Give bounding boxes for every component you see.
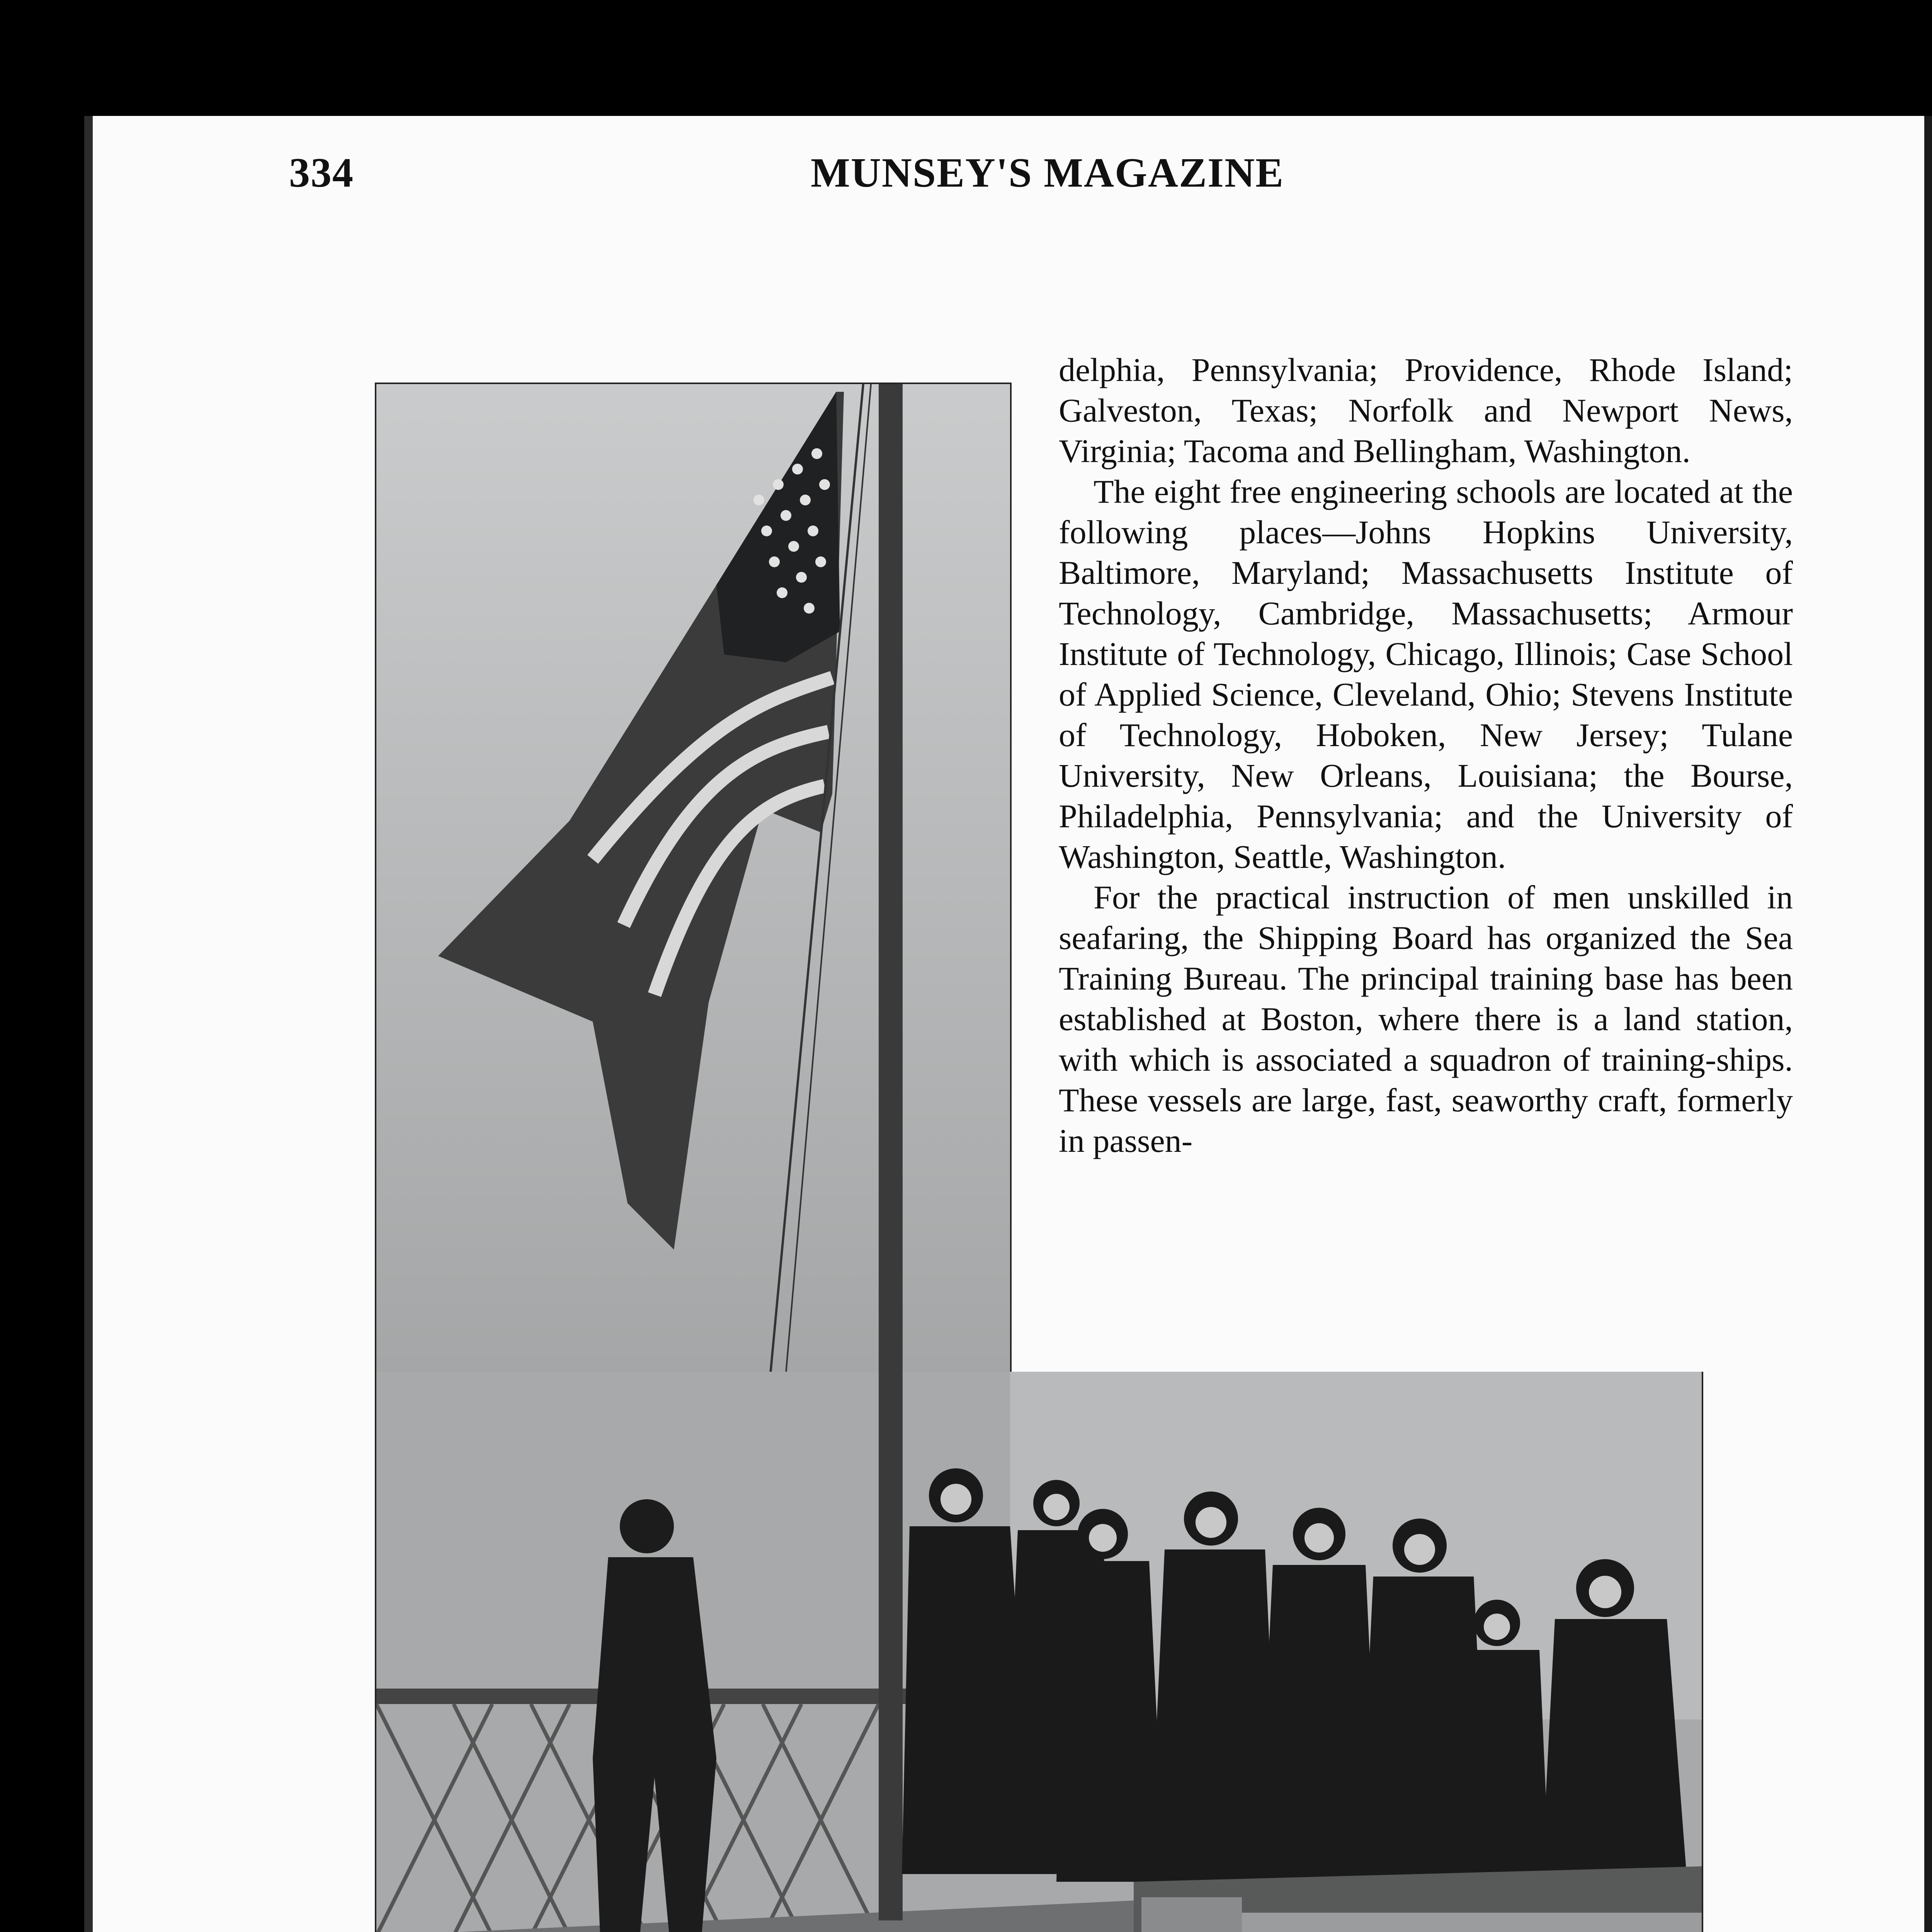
page-number: 334 [289, 150, 354, 196]
page-spine-shadow [84, 116, 93, 1932]
page-edge [1924, 116, 1932, 1932]
photo-lower-section [375, 1372, 1703, 1932]
magazine-title: MUNSEY'S MAGAZINE [811, 150, 1284, 196]
text-column-top-right [1059, 350, 1793, 1161]
flag-illustration [376, 384, 1010, 1373]
paragraph: For the practical instruction of men unskilled in seafaring, the Shipping Board has organized the Sea Training Bureau. The principal training base has been established at Boston, where there is a land station, with which is associated a squadron of training-ships. These vessels are large, fast, seaworthy craft, formerly in passen- [1059, 879, 1793, 1159]
photo-upper-section [375, 383, 1012, 1373]
paragraph: delphia, Pennsylvania; Providence, Rhode Island; Galveston, Texas; Norfolk and Newport News, Virginia; Tacoma and Bellingham, Washington. [1059, 351, 1793, 469]
paragraph: The eight free engineering schools are located at the following places—Johns Hopkins University, Baltimore, Maryland; Massachusetts Institute of Technology, Cambridge, Massachusetts; Armour Institute of Technology, Chicago, Illinois; Case School of Applied Science, Cleveland, Ohio; Stevens Institute of Technology, Hoboken, New Jersey; Tulane University, New Orleans, Louisiana; the Bourse, Philadelphia, Pennsylvania; and the University of Washington, Seattle, Washington. [1059, 473, 1793, 875]
crew-saluting-illustration [376, 1372, 1702, 1932]
